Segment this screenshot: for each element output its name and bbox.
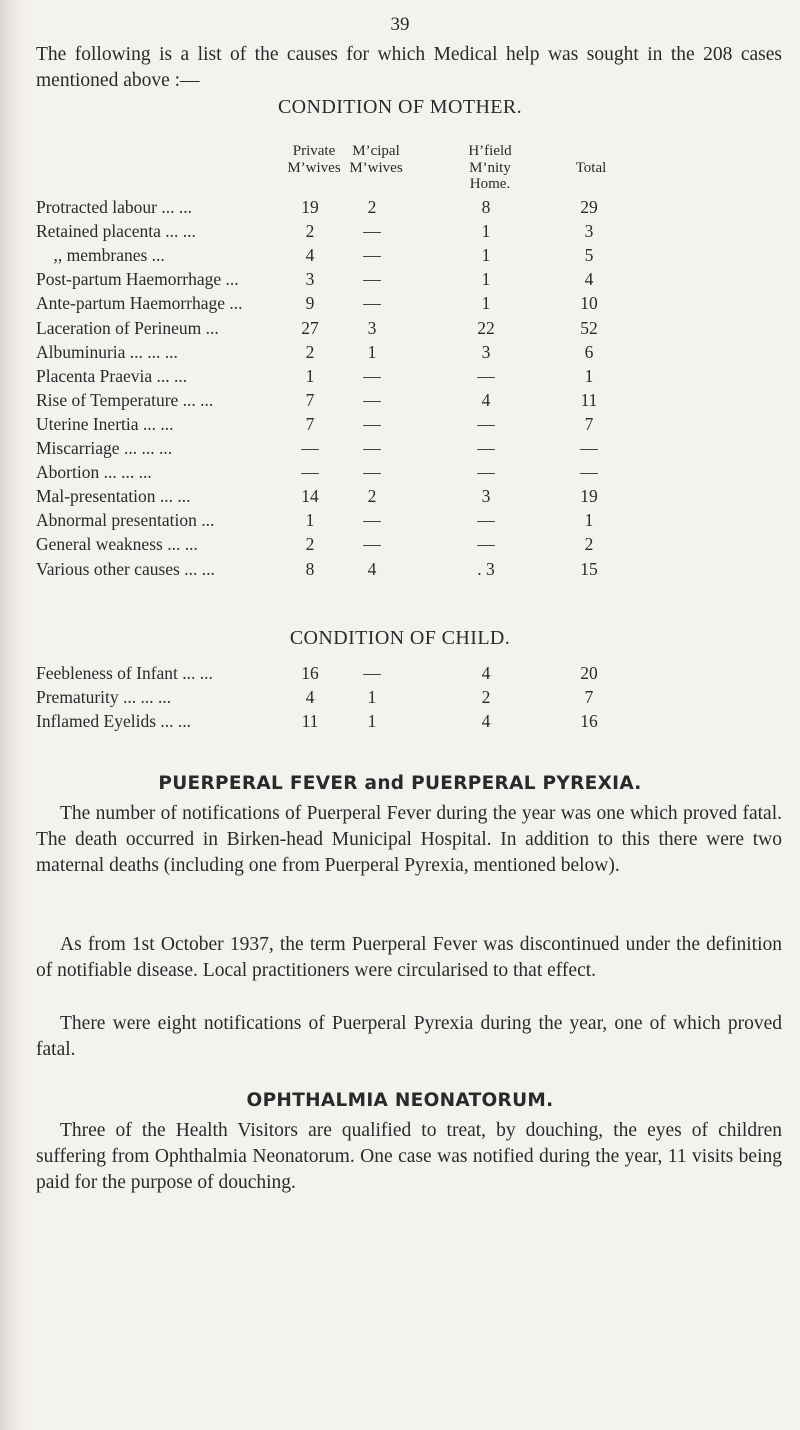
municipal-midwives-value: — <box>363 245 381 266</box>
maternity-home-value: 1 <box>481 245 491 266</box>
total-value: 29 <box>580 197 598 217</box>
private-midwives-value: 19 <box>301 197 319 217</box>
table-row <box>36 437 796 459</box>
municipal-midwives-value: 2 <box>367 197 377 217</box>
total-value: 15 <box>580 558 598 579</box>
total-value: 7 <box>584 687 594 707</box>
total-value: 16 <box>580 711 598 731</box>
row-label: Retained placenta ... ... <box>36 221 196 242</box>
table-row <box>36 710 796 732</box>
total-value: 3 <box>584 221 594 242</box>
total-value: 52 <box>580 317 598 338</box>
page-edge-shadow <box>0 0 28 1430</box>
private-midwives-value: — <box>301 462 319 483</box>
maternity-home-value: — <box>477 413 495 434</box>
table-row <box>36 662 796 684</box>
municipal-midwives-value: 2 <box>367 486 377 507</box>
private-midwives-value: 3 <box>305 269 315 290</box>
puerperal-fever-heading: PUERPERAL FEVER and PUERPERAL PYREXIA. <box>158 773 642 794</box>
private-midwives-value: 2 <box>305 534 315 555</box>
table-row <box>36 461 796 483</box>
total-value: 4 <box>584 269 594 290</box>
total-value: 1 <box>584 365 594 386</box>
private-midwives-value: 8 <box>305 558 315 579</box>
puerperal-paragraph-1: The number of notifications of Puerperal Fever during the year was one which proved fatal. The death occurred in Birken-head Municipal Hospital. In addition to this there were two maternal deaths (including one from Puerperal Pyrexia, mentioned below). <box>36 803 782 876</box>
private-midwives-value: 7 <box>305 389 315 410</box>
row-label: Feebleness of Infant ... ... <box>36 663 213 683</box>
private-midwives-value: 27 <box>301 317 319 338</box>
row-label: Protracted labour ... ... <box>36 197 192 217</box>
private-midwives-value: 4 <box>305 245 315 266</box>
table-row <box>36 365 796 387</box>
municipal-midwives-value: — <box>363 389 381 410</box>
maternity-home-value: 1 <box>481 293 491 314</box>
row-label: Miscarriage ... ... ... <box>36 438 173 458</box>
private-midwives-value: 2 <box>305 341 315 362</box>
row-label: Abortion ... ... ... <box>36 462 152 483</box>
municipal-midwives-value: — <box>363 534 381 555</box>
row-label: Prematurity ... ... ... <box>36 687 172 707</box>
municipal-midwives-value: 3 <box>367 317 377 338</box>
table-row <box>36 244 796 266</box>
row-label: Laceration of Perineum ... <box>36 317 219 338</box>
maternity-home-value: 1 <box>481 269 491 290</box>
maternity-home-value: 2 <box>481 687 491 707</box>
table-row <box>36 485 796 507</box>
table-row <box>36 509 796 531</box>
maternity-home-value: . 3 <box>477 558 495 579</box>
table-row <box>36 292 796 314</box>
private-midwives-value: — <box>301 438 319 458</box>
total-value: — <box>580 462 598 483</box>
total-value: 20 <box>580 663 598 683</box>
column-header-maternity-home: H’field M’nity Home. <box>468 143 512 192</box>
row-label: ,, membranes ... <box>36 245 165 266</box>
table-row <box>36 268 796 290</box>
maternity-home-value: 4 <box>481 663 491 683</box>
private-midwives-value: 2 <box>305 221 315 242</box>
private-midwives-value: 14 <box>301 486 319 507</box>
maternity-home-value: 3 <box>481 341 491 362</box>
maternity-home-value: — <box>477 438 495 458</box>
private-midwives-value: 1 <box>305 365 315 386</box>
row-label: Inflamed Eyelids ... ... <box>36 711 192 731</box>
row-label: Placenta Praevia ... ... <box>36 365 188 386</box>
table-row <box>36 389 796 411</box>
table-row <box>36 686 796 708</box>
child-condition-heading: CONDITION OF CHILD. <box>289 627 511 649</box>
mother-condition-heading: CONDITION OF MOTHER. <box>277 96 523 118</box>
municipal-midwives-value: — <box>363 413 381 434</box>
maternity-home-value: 22 <box>477 317 495 338</box>
total-value: 19 <box>580 486 598 507</box>
puerperal-paragraph-2: As from 1st October 1937, the term Puerperal Fever was discontinued under the definition of notifiable disease. Local practitioners were circularised to that effect. <box>36 934 782 981</box>
table-row <box>36 196 796 218</box>
municipal-midwives-value: — <box>363 221 381 242</box>
private-midwives-value: 9 <box>305 293 315 314</box>
private-midwives-value: 1 <box>305 510 315 531</box>
total-value: 6 <box>584 341 594 362</box>
intro-text: The following is a list of the causes for which Medical help was sought in the 208 cases mentioned above :— <box>36 44 782 91</box>
row-label: Post-partum Haemorrhage ... <box>36 269 239 290</box>
row-label: Albuminuria ... ... ... <box>36 341 178 362</box>
total-value: 11 <box>580 389 598 410</box>
total-value: — <box>580 438 598 458</box>
table-row <box>36 317 796 339</box>
maternity-home-value: 4 <box>481 711 491 731</box>
total-value: 10 <box>580 293 598 314</box>
private-midwives-value: 16 <box>301 663 319 683</box>
row-label: Rise of Temperature ... ... <box>36 389 214 410</box>
table-row <box>36 558 796 580</box>
ophthalmia-neonatorum-heading: OPHTHALMIA NEONATORUM. <box>246 1090 554 1111</box>
municipal-midwives-value: 1 <box>367 687 377 707</box>
private-midwives-value: 7 <box>305 413 315 434</box>
row-label: Abnormal presentation ... <box>36 510 215 531</box>
maternity-home-value: — <box>477 365 495 386</box>
maternity-home-value: 8 <box>481 197 491 217</box>
municipal-midwives-value: — <box>363 663 381 683</box>
table-row <box>36 413 796 435</box>
municipal-midwives-value: 1 <box>367 341 377 362</box>
total-value: 2 <box>584 534 594 555</box>
private-midwives-value: 4 <box>305 687 315 707</box>
column-header-municipal-midwives: M’cipal M’wives <box>349 143 403 176</box>
row-label: Uterine Inertia ... ... <box>36 413 174 434</box>
municipal-midwives-value: — <box>363 365 381 386</box>
puerperal-paragraph-3: There were eight notifications of Puerperal Pyrexia during the year, one of which proved fatal. <box>36 1013 782 1060</box>
table-row <box>36 220 796 242</box>
total-value: 7 <box>584 413 594 434</box>
municipal-midwives-value: — <box>363 438 381 458</box>
column-header-private-midwives: Private M’wives <box>287 143 341 176</box>
column-header-total: Total <box>575 160 607 176</box>
municipal-midwives-value: — <box>363 293 381 314</box>
total-value: 1 <box>584 510 594 531</box>
maternity-home-value: — <box>477 534 495 555</box>
municipal-midwives-value: — <box>363 510 381 531</box>
maternity-home-value: — <box>477 462 495 483</box>
row-label: General weakness ... ... <box>36 534 198 555</box>
ophthalmia-paragraph: Three of the Health Visitors are qualified to treat, by douching, the eyes of children suffering from Ophthalmia Neonatorum. One case was notified during the year, 11 visits being paid for the purpose of douching. <box>36 1120 782 1193</box>
table-row <box>36 533 796 555</box>
private-midwives-value: 11 <box>301 711 319 731</box>
maternity-home-value: 1 <box>481 221 491 242</box>
maternity-home-value: — <box>477 510 495 531</box>
table-row <box>36 341 796 363</box>
municipal-midwives-value: — <box>363 462 381 483</box>
row-label: Mal-presentation ... ... <box>36 486 191 507</box>
municipal-midwives-value: — <box>363 269 381 290</box>
maternity-home-value: 3 <box>481 486 491 507</box>
maternity-home-value: 4 <box>481 389 491 410</box>
row-label: Various other causes ... ... <box>36 558 215 579</box>
municipal-midwives-value: 4 <box>367 558 377 579</box>
row-label: Ante-partum Haemorrhage ... <box>36 293 243 314</box>
municipal-midwives-value: 1 <box>367 711 377 731</box>
page-number: 39 <box>390 14 410 35</box>
total-value: 5 <box>584 245 594 266</box>
